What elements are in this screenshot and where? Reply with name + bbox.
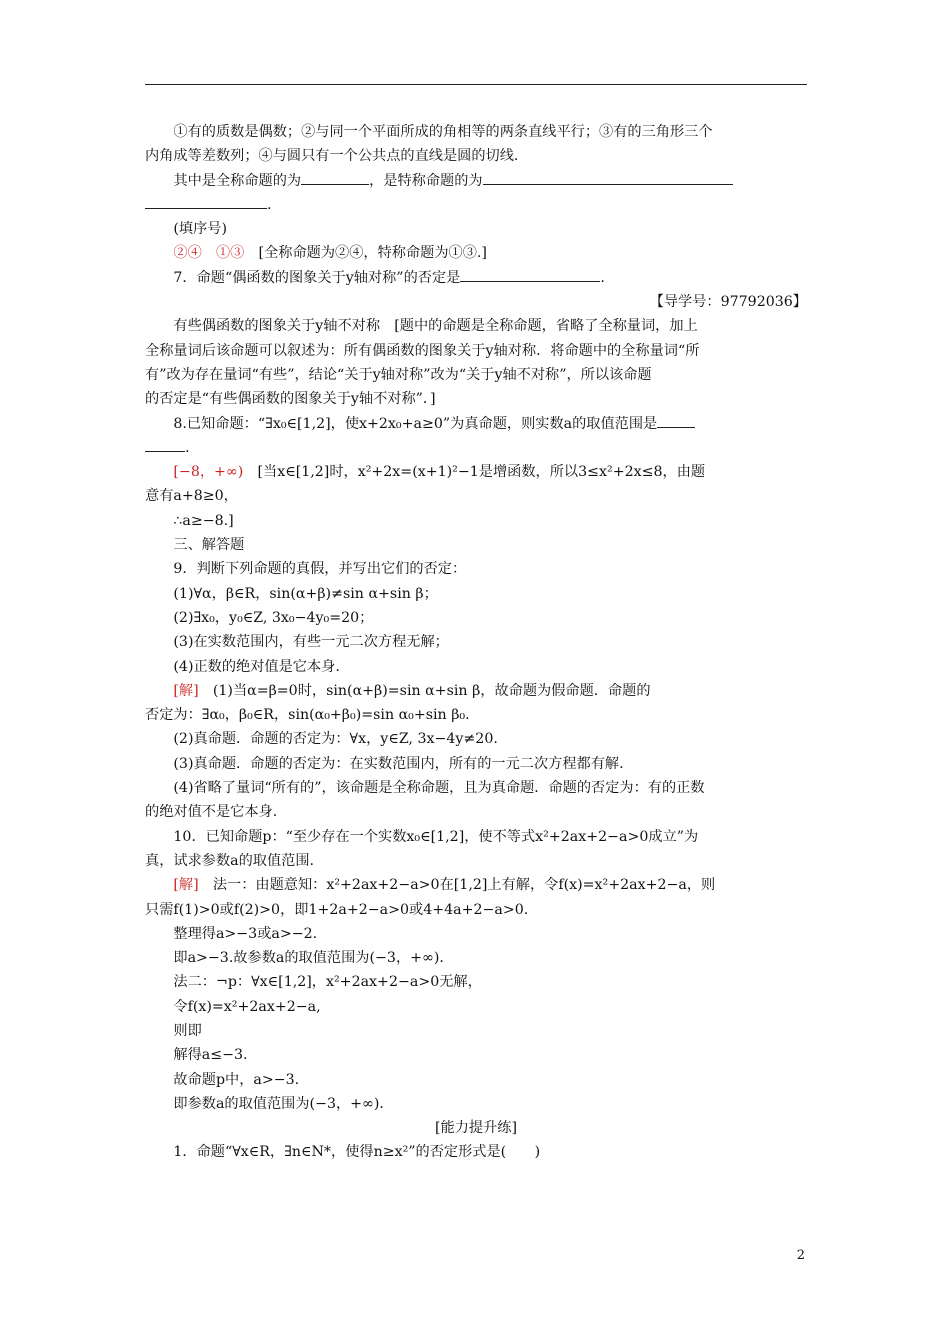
answer-blank [145,194,267,209]
question-line: 9．判断下列命题的真假，并写出它们的否定： [173,561,467,578]
answer-line: ②④ ①③ [全称命题为②④，特称命题为①③.] [173,245,487,262]
text-line: (填序号) [173,221,228,238]
text-line: (3)真命题．命题的否定为：在实数范围内，所有的一元二次方程都有解. [173,755,624,772]
section-heading: [能力提升练] [434,1120,517,1137]
text-line: . [145,436,807,460]
solution-tag: [解] [173,877,199,894]
page-number: 2 [796,1248,805,1263]
question-line: 1．命题“∀x∈R，∃n∈N*，使得n≥x²”的否定形式是( ) [173,1144,541,1161]
section-heading: 三、解答题 [173,537,245,554]
text-line: 全称量词后该命题可以叙述为：所有偶函数的图象关于y轴对称．将命题中的全称量词“所 [145,342,700,359]
text-line: 只需f(1)>0或f(2)>0，即1+2a+2−a>0或4+4a+2−a>0. [145,901,529,918]
answer-blank [483,170,733,185]
text-line: 有些偶函数的图象关于y轴不对称 [题中的命题是全称命题，省略了全称量词，加上 [173,318,698,335]
text-line: (4)省略了量词“所有的”，该命题是全称命题，且为真命题．命题的否定为：有的正数 [173,780,705,797]
text-line: (4)正数的绝对值是它本身. [173,658,340,675]
answer-blank [460,267,600,282]
text-line: 令f(x)=x²+2ax+2−a, [173,998,321,1015]
text-line: 的绝对值不是它本身. [145,804,278,821]
text-line: 则即 [173,1022,202,1039]
text-line: 即a>−3.故参数a的取值范围为(−3，+∞)． [173,950,454,967]
text-line: . [145,193,807,217]
question-line: 10．已知命题p：“至少存在一个实数x₀∈[1,2]，使不等式x²+2ax+2−a>0成立”为 [173,828,699,845]
text-line: 否定为：∃α₀，β₀∈R，sin(α₀+β₀)=sin α₀+sin β₀. [145,707,470,724]
text-line: 解得a≤−3. [173,1047,248,1064]
text-line: 意有a+8≥0， [145,488,238,505]
text-line: (2)∃x₀，y₀∈Z, 3x₀−4y₀=20； [173,609,374,626]
solution-tag: [解] [173,682,199,699]
text-line: (3)在实数范围内，有些一元二次方程无解； [173,634,449,651]
answer-text: [−8，+∞) [173,464,244,481]
text-line: (2)真命题．命题的否定为：∀x，y∈Z, 3x−4y≠20. [173,731,498,748]
solution-line: [解] 法一：由题意知：x²+2ax+2−a>0在[1,2]上有解，令f(x)=x²+2ax+2−a，则 [173,877,716,894]
header-rule [145,84,807,85]
answer-blank [657,413,695,428]
text-line: 故命题p中，a>−3. [173,1071,300,1088]
text-line: ①有的质数是偶数；②与同一个平面所成的角相等的两条直线平行；③有的三角形三个 [173,124,713,140]
text-line: (1)∀α，β∈R，sin(α+β)≠sin α+sin β； [173,585,438,602]
text-line: 法二：¬p：∀x∈[1,2]，x²+2ax+2−a>0无解， [173,974,482,991]
question-line: 7．命题“偶函数的图象关于y轴对称”的否定是 . [145,266,807,290]
text-line: ∴a≥−8.] [173,512,234,529]
answer-blank [145,437,185,452]
question-line: 8.已知命题：“∃x₀∈[1,2]，使x+2x₀+a≥0”为真命题，则实数a的取值范围是 [145,412,807,436]
answer-line: [−8，+∞) [当x∈[1,2]时，x²+2x=(x+1)²−1是增函数，所以3≤x²+2x≤8，由题 [173,464,706,481]
text-line: 即参数a的取值范围为(−3，+∞)． [173,1095,394,1112]
text-line: 真，试求参数a的取值范围. [145,852,315,869]
solution-line: [解] (1)当α=β=0时，sin(α+β)=sin α+sin β，故命题为假命题．命题的 [173,682,651,699]
guide-number: 【导学号：97792036】 [649,294,807,311]
text-line: 的否定是“有些偶函数的图象关于y轴不对称”．] [145,391,436,408]
text-line: 其中是全称命题的为 ，是特称命题的为 [145,169,807,193]
text-line: 整理得a>−3或a>−2. [173,925,318,942]
text-line: 内角成等差数列；④与圆只有一个公共点的直线是圆的切线. [145,148,519,165]
answer-text: ②④ ①③ [173,245,245,262]
text-line: 有”改为存在量词“有些”，结论“关于y轴对称”改为“关于y轴不对称”，所以该命题 [145,366,652,383]
answer-blank [301,170,369,185]
document-body [145,120,807,1165]
